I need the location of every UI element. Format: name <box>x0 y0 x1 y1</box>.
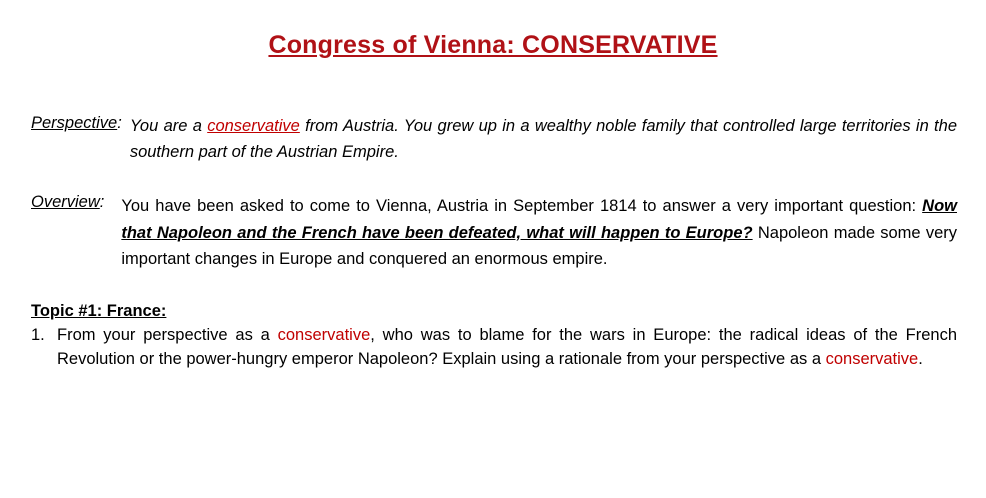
question-part-3: . <box>918 350 923 369</box>
topic-heading: Topic #1: France: <box>31 302 167 321</box>
perspective-colon: : <box>117 114 122 132</box>
question-part-1: From your perspective as a <box>57 326 278 345</box>
overview-section <box>20 193 966 272</box>
overview-text-after: Napoleon made some very important changes in Europe and conquered an enormous empire. <box>121 223 957 268</box>
document-page <box>0 31 986 498</box>
page-title: Congress of Vienna: CONSERVATIVE <box>268 31 718 59</box>
overview-text-before: You have been asked to come to Vienna, Austria in September 1814 to answer a very important question: <box>121 197 923 216</box>
overview-text <box>121 193 957 272</box>
question-highlight-2: conservative <box>825 350 919 369</box>
question-number: 1. <box>31 326 45 345</box>
perspective-highlight: conservative <box>207 117 300 135</box>
perspective-text-after: from Austria. You grew up in a wealthy noble family that controlled large territories in the southern part of the Austrian Empire. <box>129 117 957 161</box>
question-part-2: , who was to blame for the wars in Europe: the radical ideas of the French Revolution or the power-hungry emperor Napoleon? Explain using a rationale from your perspective as a <box>57 326 957 369</box>
question-highlight-1: conservative <box>277 326 371 345</box>
overview-question: Now that Napoleon and the French have been defeated, what will happen to Europe? <box>121 197 957 242</box>
overview-colon: : <box>99 193 105 212</box>
perspective-section <box>20 114 966 165</box>
list-item <box>31 324 966 372</box>
overview-label: Overview <box>31 193 100 212</box>
question-text <box>57 324 966 372</box>
question-list <box>20 324 966 372</box>
perspective-text-before: You are a <box>129 117 208 135</box>
perspective-label: Perspective <box>31 114 118 132</box>
perspective-text <box>130 114 957 165</box>
